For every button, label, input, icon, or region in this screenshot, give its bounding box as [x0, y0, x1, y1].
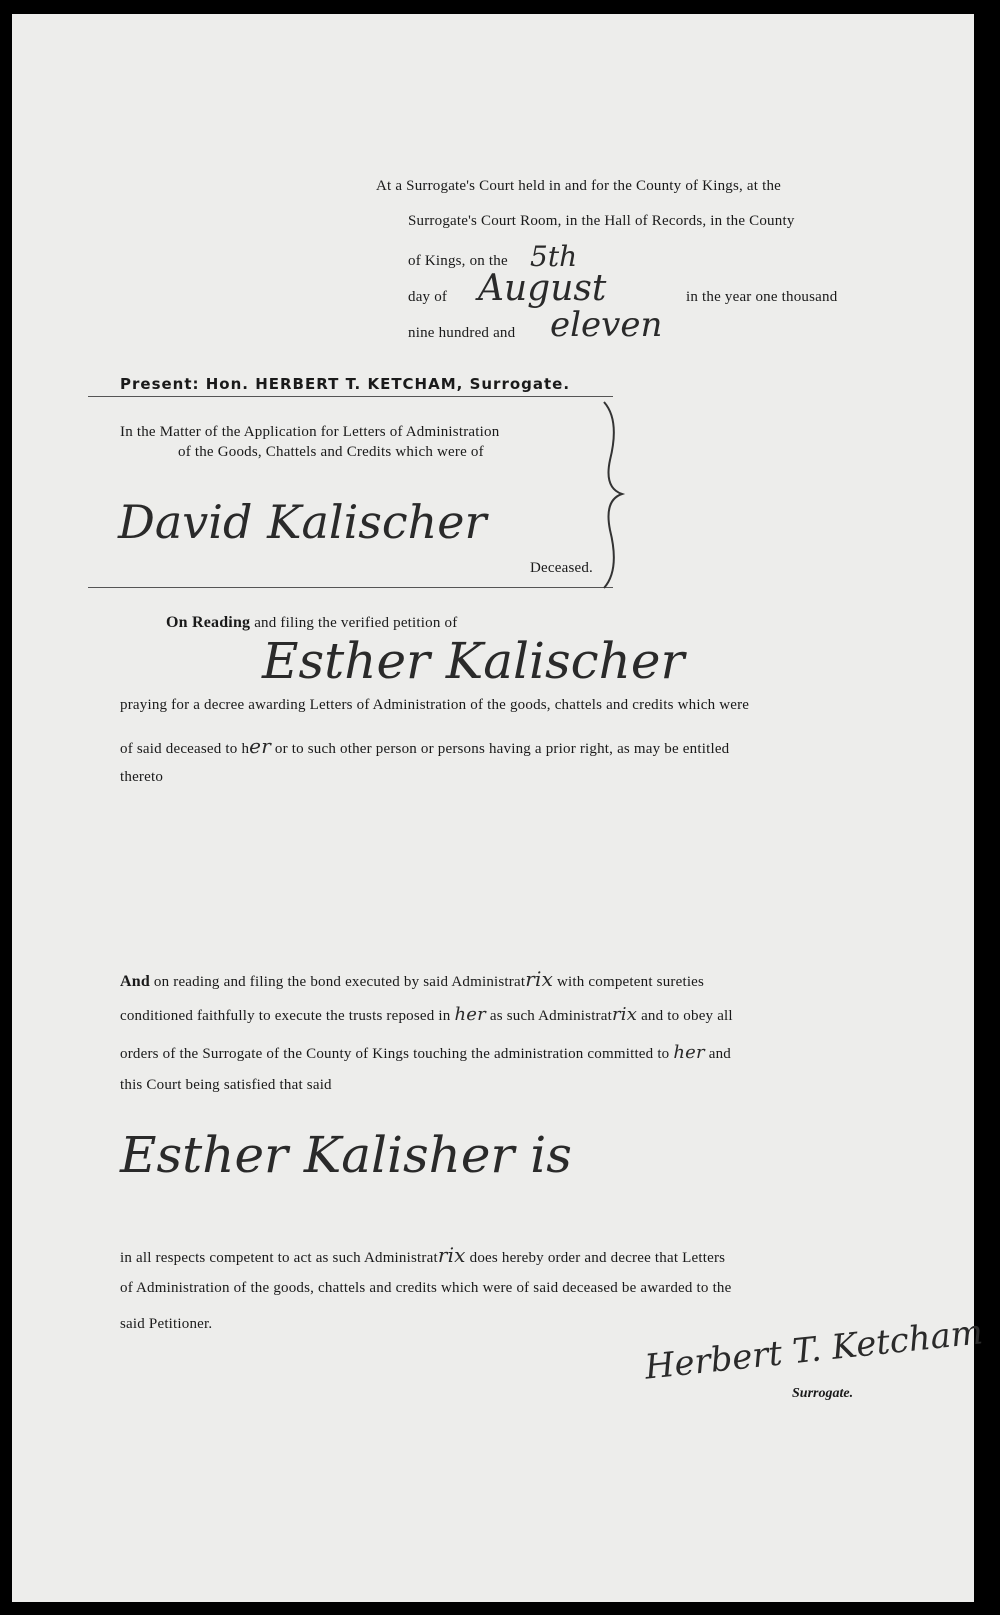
handwritten-day: 5th [530, 240, 578, 273]
decree-line-3: said Petitioner. [120, 1316, 213, 1332]
bond-lead: And [120, 973, 150, 990]
present-line [120, 375, 570, 393]
bond-line-1-a: on reading and filing the bond executed by said Administrat [153, 974, 526, 990]
handwritten-suffix: rix [525, 967, 554, 991]
handwritten-suffix: rix [437, 1243, 466, 1267]
reading-line-3-a: of said deceased to h [120, 741, 250, 757]
reading-line-2: praying for a decree awarding Letters of Administration of the goods, chattels and credits which were [120, 697, 750, 713]
reading-line-3 [120, 734, 729, 758]
signature-title: Surrogate. [792, 1386, 854, 1401]
bond-line-2-a: conditioned faithfully to execute the trusts reposed in [120, 1008, 451, 1024]
bond-line-3-a: orders of the Surrogate of the County of Kings touching the administration committed to [120, 1046, 670, 1062]
handwritten-suffix: rix [611, 1004, 638, 1025]
present-label: Present: [120, 375, 200, 393]
handwritten-pronoun: her [673, 1042, 705, 1063]
present-judge: Hon. HERBERT T. KETCHAM, Surrogate. [205, 375, 571, 393]
deceased-label: Deceased. [530, 560, 594, 576]
handwritten-decedent-name: David Kalischer [118, 495, 487, 549]
bond-line-2 [120, 1004, 733, 1025]
reading-text: and filing the verified petition of [254, 615, 458, 631]
decree-line-1-a: in all respects competent to act as such Administrat [120, 1250, 438, 1266]
bond-line-3-b: and [708, 1046, 732, 1062]
handwritten-month: August [478, 268, 607, 309]
court-header-line-4-prefix: day of [408, 289, 448, 305]
handwritten-pronoun: er [249, 734, 271, 758]
bond-line-3 [120, 1042, 731, 1063]
court-header-line-2: Surrogate's Court Room, in the Hall of Records, in the County [408, 213, 795, 229]
right-brace-icon [600, 400, 630, 590]
decree-line-1-b: does hereby order and decree that Letters [469, 1250, 726, 1266]
decree-line-2: of Administration of the goods, chattels and credits which were of said deceased be awarded to the [120, 1280, 732, 1296]
bond-line-2-c: and to obey all [641, 1008, 733, 1024]
reading-lead: On Reading [166, 614, 251, 631]
matter-line-1: In the Matter of the Application for Letters of Administration [120, 424, 500, 440]
handwritten-pronoun: her [454, 1004, 486, 1025]
court-header-line-4-suffix: in the year one thousand [686, 289, 838, 305]
bond-line-4: this Court being satisfied that said [120, 1077, 332, 1093]
bond-line-2-b: as such Administrat [489, 1008, 612, 1024]
handwritten-petitioner: Esther Kalischer [262, 632, 685, 690]
bond-line-1-b: with competent sureties [557, 974, 705, 990]
court-header-line-3-text: of Kings, on the [408, 253, 508, 269]
matter-line-2: of the Goods, Chattels and Credits which were of [178, 444, 484, 460]
reading-line-3-b: or to such other person or persons having a prior right, as may be entitled [274, 741, 730, 757]
reading-line-1 [166, 614, 457, 632]
court-header-line-1: At a Surrogate's Court held in and for the County of Kings, at the [376, 178, 782, 194]
handwritten-signature: Herbert T. Ketcham [642, 1312, 985, 1388]
reading-line-4: thereto [120, 769, 164, 785]
decree-line-1 [120, 1243, 725, 1267]
court-header-line-5-prefix: nine hundred and [408, 325, 516, 341]
handwritten-administratrix-name: Esther Kalisher is [120, 1126, 572, 1184]
bond-line-1 [120, 967, 704, 991]
handwritten-year: eleven [550, 305, 663, 345]
